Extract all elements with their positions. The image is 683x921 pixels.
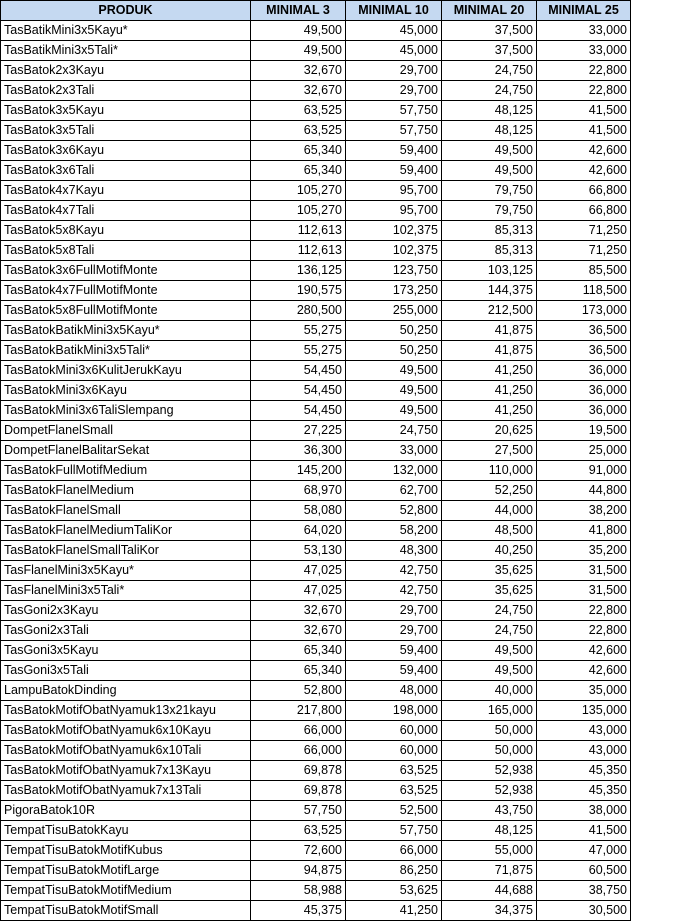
price-minimal-25-cell: 35,000	[537, 681, 631, 701]
price-minimal-3-cell: 63,525	[251, 101, 346, 121]
price-minimal-3-cell: 32,670	[251, 81, 346, 101]
table-body	[1, 21, 631, 921]
price-minimal-20-cell: 41,875	[442, 321, 537, 341]
table-row	[1, 401, 631, 421]
price-minimal-20-cell: 40,000	[442, 681, 537, 701]
product-name-cell: TasBatok3x5Kayu	[1, 101, 251, 121]
price-minimal-3-cell: 65,340	[251, 641, 346, 661]
price-minimal-10-cell: 60,000	[346, 741, 442, 761]
price-minimal-3-cell: 69,878	[251, 761, 346, 781]
product-name-cell: TasBatokMini3x6Kayu	[1, 381, 251, 401]
price-minimal-20-cell: 24,750	[442, 621, 537, 641]
table-row	[1, 501, 631, 521]
price-minimal-10-cell: 255,000	[346, 301, 442, 321]
price-minimal-10-cell: 57,750	[346, 101, 442, 121]
price-minimal-3-cell: 45,375	[251, 901, 346, 921]
price-minimal-20-cell: 24,750	[442, 61, 537, 81]
table-row	[1, 701, 631, 721]
header-row	[1, 1, 631, 21]
price-minimal-25-cell: 118,500	[537, 281, 631, 301]
price-minimal-20-cell: 34,375	[442, 901, 537, 921]
table-row	[1, 821, 631, 841]
price-minimal-3-cell: 32,670	[251, 601, 346, 621]
table-row	[1, 141, 631, 161]
product-name-cell: TasBatok5x8Tali	[1, 241, 251, 261]
price-minimal-10-cell: 48,000	[346, 681, 442, 701]
product-name-cell: TasBatokMotifObatNyamuk13x21kayu	[1, 701, 251, 721]
price-minimal-3-cell: 55,275	[251, 321, 346, 341]
price-minimal-25-cell: 36,000	[537, 381, 631, 401]
product-name-cell: TasBatok2x3Tali	[1, 81, 251, 101]
price-minimal-20-cell: 48,125	[442, 821, 537, 841]
price-minimal-3-cell: 68,970	[251, 481, 346, 501]
price-minimal-10-cell: 173,250	[346, 281, 442, 301]
price-minimal-10-cell: 50,250	[346, 321, 442, 341]
table-row	[1, 121, 631, 141]
price-minimal-10-cell: 42,750	[346, 581, 442, 601]
price-minimal-10-cell: 45,000	[346, 41, 442, 61]
price-minimal-25-cell: 66,800	[537, 181, 631, 201]
price-minimal-10-cell: 63,525	[346, 781, 442, 801]
product-name-cell: TasFlanelMini3x5Tali*	[1, 581, 251, 601]
table-row	[1, 61, 631, 81]
price-minimal-3-cell: 58,080	[251, 501, 346, 521]
table-row	[1, 421, 631, 441]
price-minimal-3-cell: 217,800	[251, 701, 346, 721]
price-minimal-25-cell: 44,800	[537, 481, 631, 501]
price-minimal-3-cell: 52,800	[251, 681, 346, 701]
price-minimal-20-cell: 37,500	[442, 41, 537, 61]
table-row	[1, 181, 631, 201]
price-minimal-3-cell: 49,500	[251, 21, 346, 41]
price-minimal-20-cell: 20,625	[442, 421, 537, 441]
price-minimal-3-cell: 105,270	[251, 181, 346, 201]
price-minimal-20-cell: 103,125	[442, 261, 537, 281]
price-minimal-20-cell: 85,313	[442, 221, 537, 241]
price-minimal-10-cell: 29,700	[346, 621, 442, 641]
price-minimal-3-cell: 32,670	[251, 621, 346, 641]
price-minimal-20-cell: 44,000	[442, 501, 537, 521]
product-name-cell: TasBatok4x7FullMotifMonte	[1, 281, 251, 301]
table-row	[1, 781, 631, 801]
price-minimal-10-cell: 24,750	[346, 421, 442, 441]
price-minimal-20-cell: 49,500	[442, 641, 537, 661]
price-minimal-20-cell: 49,500	[442, 141, 537, 161]
price-minimal-10-cell: 198,000	[346, 701, 442, 721]
price-minimal-3-cell: 36,300	[251, 441, 346, 461]
price-minimal-10-cell: 95,700	[346, 181, 442, 201]
header-minimal-3: MINIMAL 3	[251, 1, 346, 21]
price-minimal-20-cell: 35,625	[442, 561, 537, 581]
table-row	[1, 621, 631, 641]
price-minimal-25-cell: 41,800	[537, 521, 631, 541]
price-minimal-25-cell: 71,250	[537, 221, 631, 241]
product-name-cell: TasBatikMini3x5Kayu*	[1, 21, 251, 41]
price-minimal-10-cell: 49,500	[346, 361, 442, 381]
price-minimal-3-cell: 57,750	[251, 801, 346, 821]
table-row	[1, 901, 631, 921]
price-minimal-3-cell: 47,025	[251, 561, 346, 581]
product-name-cell: TasFlanelMini3x5Kayu*	[1, 561, 251, 581]
product-name-cell: TasBatokMotifObatNyamuk6x10Tali	[1, 741, 251, 761]
price-minimal-3-cell: 65,340	[251, 661, 346, 681]
price-minimal-25-cell: 36,500	[537, 341, 631, 361]
price-minimal-3-cell: 145,200	[251, 461, 346, 481]
price-minimal-25-cell: 43,000	[537, 741, 631, 761]
price-minimal-20-cell: 48,500	[442, 521, 537, 541]
product-name-cell: TasBatokBatikMini3x5Kayu*	[1, 321, 251, 341]
price-minimal-25-cell: 135,000	[537, 701, 631, 721]
price-minimal-20-cell: 48,125	[442, 101, 537, 121]
table-row	[1, 41, 631, 61]
price-minimal-20-cell: 49,500	[442, 161, 537, 181]
price-minimal-10-cell: 102,375	[346, 241, 442, 261]
price-minimal-3-cell: 136,125	[251, 261, 346, 281]
table-row	[1, 321, 631, 341]
price-minimal-10-cell: 59,400	[346, 661, 442, 681]
price-minimal-10-cell: 50,250	[346, 341, 442, 361]
product-name-cell: TasBatokMini3x6KulitJerukKayu	[1, 361, 251, 381]
header-minimal-25: MINIMAL 25	[537, 1, 631, 21]
product-name-cell: TempatTisuBatokMotifMedium	[1, 881, 251, 901]
table-row	[1, 721, 631, 741]
price-minimal-3-cell: 112,613	[251, 241, 346, 261]
price-minimal-3-cell: 32,670	[251, 61, 346, 81]
price-minimal-20-cell: 24,750	[442, 81, 537, 101]
product-name-cell: LampuBatokDinding	[1, 681, 251, 701]
price-minimal-3-cell: 53,130	[251, 541, 346, 561]
table-row	[1, 281, 631, 301]
header-minimal-20: MINIMAL 20	[442, 1, 537, 21]
price-minimal-20-cell: 50,000	[442, 741, 537, 761]
product-name-cell: TasGoni3x5Tali	[1, 661, 251, 681]
price-minimal-3-cell: 72,600	[251, 841, 346, 861]
price-minimal-10-cell: 52,500	[346, 801, 442, 821]
price-minimal-10-cell: 57,750	[346, 821, 442, 841]
header-produk: PRODUK	[1, 1, 251, 21]
price-minimal-3-cell: 63,525	[251, 821, 346, 841]
price-minimal-25-cell: 47,000	[537, 841, 631, 861]
price-minimal-3-cell: 49,500	[251, 41, 346, 61]
table-row	[1, 241, 631, 261]
price-minimal-25-cell: 41,500	[537, 121, 631, 141]
price-minimal-25-cell: 22,800	[537, 81, 631, 101]
table-row	[1, 541, 631, 561]
product-name-cell: TasBatok4x7Kayu	[1, 181, 251, 201]
price-minimal-25-cell: 60,500	[537, 861, 631, 881]
price-minimal-10-cell: 58,200	[346, 521, 442, 541]
price-minimal-20-cell: 85,313	[442, 241, 537, 261]
price-minimal-10-cell: 123,750	[346, 261, 442, 281]
product-name-cell: TasBatok3x6Kayu	[1, 141, 251, 161]
price-minimal-20-cell: 27,500	[442, 441, 537, 461]
table-row	[1, 221, 631, 241]
price-minimal-10-cell: 57,750	[346, 121, 442, 141]
price-minimal-10-cell: 29,700	[346, 81, 442, 101]
price-minimal-25-cell: 85,500	[537, 261, 631, 281]
price-minimal-25-cell: 35,200	[537, 541, 631, 561]
product-name-cell: TasBatokFlanelMedium	[1, 481, 251, 501]
table-row	[1, 521, 631, 541]
price-minimal-10-cell: 33,000	[346, 441, 442, 461]
price-minimal-10-cell: 59,400	[346, 641, 442, 661]
table-row	[1, 741, 631, 761]
price-minimal-20-cell: 40,250	[442, 541, 537, 561]
price-minimal-3-cell: 27,225	[251, 421, 346, 441]
price-minimal-20-cell: 41,250	[442, 401, 537, 421]
table-row	[1, 21, 631, 41]
price-minimal-25-cell: 41,500	[537, 101, 631, 121]
price-minimal-25-cell: 41,500	[537, 821, 631, 841]
product-name-cell: TasBatok3x6Tali	[1, 161, 251, 181]
product-name-cell: TasBatokMotifObatNyamuk6x10Kayu	[1, 721, 251, 741]
price-minimal-20-cell: 41,250	[442, 361, 537, 381]
product-name-cell: TempatTisuBatokMotifKubus	[1, 841, 251, 861]
price-minimal-10-cell: 41,250	[346, 901, 442, 921]
table-row	[1, 861, 631, 881]
price-minimal-3-cell: 64,020	[251, 521, 346, 541]
product-name-cell: TempatTisuBatokMotifSmall	[1, 901, 251, 921]
price-minimal-10-cell: 102,375	[346, 221, 442, 241]
product-name-cell: TasBatok5x8Kayu	[1, 221, 251, 241]
price-minimal-3-cell: 65,340	[251, 141, 346, 161]
price-minimal-10-cell: 45,000	[346, 21, 442, 41]
price-minimal-25-cell: 22,800	[537, 621, 631, 641]
product-name-cell: TasBatok5x8FullMotifMonte	[1, 301, 251, 321]
price-minimal-25-cell: 36,500	[537, 321, 631, 341]
price-minimal-20-cell: 52,938	[442, 781, 537, 801]
product-name-cell: TasBatok3x5Tali	[1, 121, 251, 141]
price-minimal-3-cell: 65,340	[251, 161, 346, 181]
price-minimal-25-cell: 45,350	[537, 781, 631, 801]
price-minimal-3-cell: 54,450	[251, 381, 346, 401]
price-minimal-20-cell: 24,750	[442, 601, 537, 621]
price-minimal-3-cell: 55,275	[251, 341, 346, 361]
product-name-cell: TasBatokFlanelSmallTaliKor	[1, 541, 251, 561]
table-row	[1, 601, 631, 621]
price-minimal-20-cell: 44,688	[442, 881, 537, 901]
price-minimal-3-cell: 58,988	[251, 881, 346, 901]
table-row	[1, 301, 631, 321]
price-minimal-10-cell: 29,700	[346, 601, 442, 621]
price-minimal-10-cell: 59,400	[346, 161, 442, 181]
price-minimal-3-cell: 66,000	[251, 741, 346, 761]
price-minimal-25-cell: 30,500	[537, 901, 631, 921]
price-minimal-10-cell: 86,250	[346, 861, 442, 881]
price-minimal-20-cell: 165,000	[442, 701, 537, 721]
price-minimal-25-cell: 66,800	[537, 201, 631, 221]
price-minimal-25-cell: 38,750	[537, 881, 631, 901]
price-minimal-25-cell: 42,600	[537, 161, 631, 181]
product-name-cell: TasBatok2x3Kayu	[1, 61, 251, 81]
table-row	[1, 661, 631, 681]
price-minimal-20-cell: 37,500	[442, 21, 537, 41]
price-minimal-20-cell: 49,500	[442, 661, 537, 681]
price-minimal-25-cell: 91,000	[537, 461, 631, 481]
price-minimal-25-cell: 173,000	[537, 301, 631, 321]
product-name-cell: TasBatokMotifObatNyamuk7x13Tali	[1, 781, 251, 801]
price-minimal-25-cell: 38,000	[537, 801, 631, 821]
product-name-cell: DompetFlanelSmall	[1, 421, 251, 441]
price-minimal-10-cell: 49,500	[346, 381, 442, 401]
price-minimal-25-cell: 42,600	[537, 141, 631, 161]
price-minimal-20-cell: 41,250	[442, 381, 537, 401]
price-minimal-25-cell: 31,500	[537, 561, 631, 581]
price-minimal-10-cell: 95,700	[346, 201, 442, 221]
product-name-cell: TasGoni3x5Kayu	[1, 641, 251, 661]
price-minimal-10-cell: 63,525	[346, 761, 442, 781]
product-name-cell: TasBatok3x6FullMotifMonte	[1, 261, 251, 281]
price-minimal-20-cell: 52,938	[442, 761, 537, 781]
product-name-cell: TasBatokMotifObatNyamuk7x13Kayu	[1, 761, 251, 781]
price-minimal-20-cell: 79,750	[442, 181, 537, 201]
product-name-cell: TempatTisuBatokMotifLarge	[1, 861, 251, 881]
price-minimal-10-cell: 52,800	[346, 501, 442, 521]
table-row	[1, 801, 631, 821]
table-row	[1, 641, 631, 661]
price-minimal-20-cell: 52,250	[442, 481, 537, 501]
price-minimal-25-cell: 22,800	[537, 61, 631, 81]
price-minimal-25-cell: 19,500	[537, 421, 631, 441]
price-minimal-10-cell: 53,625	[346, 881, 442, 901]
product-name-cell: PigoraBatok10R	[1, 801, 251, 821]
price-minimal-25-cell: 31,500	[537, 581, 631, 601]
product-name-cell: TasBatokBatikMini3x5Tali*	[1, 341, 251, 361]
table-row	[1, 481, 631, 501]
price-minimal-25-cell: 42,600	[537, 661, 631, 681]
price-minimal-20-cell: 71,875	[442, 861, 537, 881]
price-minimal-3-cell: 190,575	[251, 281, 346, 301]
product-name-cell: TempatTisuBatokKayu	[1, 821, 251, 841]
table-row	[1, 881, 631, 901]
price-minimal-25-cell: 22,800	[537, 601, 631, 621]
price-minimal-20-cell: 55,000	[442, 841, 537, 861]
product-name-cell: DompetFlanelBalitarSekat	[1, 441, 251, 461]
table-row	[1, 81, 631, 101]
price-minimal-25-cell: 33,000	[537, 41, 631, 61]
price-minimal-3-cell: 63,525	[251, 121, 346, 141]
price-minimal-25-cell: 25,000	[537, 441, 631, 461]
price-minimal-10-cell: 42,750	[346, 561, 442, 581]
price-minimal-25-cell: 43,000	[537, 721, 631, 741]
price-minimal-10-cell: 49,500	[346, 401, 442, 421]
table-row	[1, 201, 631, 221]
product-name-cell: TasGoni2x3Tali	[1, 621, 251, 641]
table-row	[1, 441, 631, 461]
price-minimal-10-cell: 66,000	[346, 841, 442, 861]
price-minimal-3-cell: 94,875	[251, 861, 346, 881]
table-row	[1, 341, 631, 361]
price-minimal-3-cell: 280,500	[251, 301, 346, 321]
product-name-cell: TasBatokMini3x6TaliSlempang	[1, 401, 251, 421]
price-minimal-3-cell: 54,450	[251, 361, 346, 381]
price-minimal-10-cell: 132,000	[346, 461, 442, 481]
price-minimal-25-cell: 33,000	[537, 21, 631, 41]
table-row	[1, 101, 631, 121]
price-minimal-20-cell: 144,375	[442, 281, 537, 301]
price-minimal-3-cell: 105,270	[251, 201, 346, 221]
price-minimal-20-cell: 35,625	[442, 581, 537, 601]
price-minimal-3-cell: 66,000	[251, 721, 346, 741]
product-name-cell: TasBatokFlanelMediumTaliKor	[1, 521, 251, 541]
price-minimal-25-cell: 45,350	[537, 761, 631, 781]
price-minimal-20-cell: 41,875	[442, 341, 537, 361]
price-minimal-3-cell: 47,025	[251, 581, 346, 601]
price-minimal-20-cell: 50,000	[442, 721, 537, 741]
price-minimal-10-cell: 62,700	[346, 481, 442, 501]
price-minimal-20-cell: 212,500	[442, 301, 537, 321]
table-row	[1, 261, 631, 281]
product-name-cell: TasBatok4x7Tali	[1, 201, 251, 221]
price-minimal-20-cell: 48,125	[442, 121, 537, 141]
price-minimal-10-cell: 48,300	[346, 541, 442, 561]
table-row	[1, 561, 631, 581]
table-row	[1, 461, 631, 481]
product-name-cell: TasBatokFlanelSmall	[1, 501, 251, 521]
price-minimal-10-cell: 60,000	[346, 721, 442, 741]
price-minimal-20-cell: 43,750	[442, 801, 537, 821]
header-minimal-10: MINIMAL 10	[346, 1, 442, 21]
table-row	[1, 381, 631, 401]
price-minimal-3-cell: 54,450	[251, 401, 346, 421]
price-minimal-10-cell: 29,700	[346, 61, 442, 81]
table-row	[1, 681, 631, 701]
table-row	[1, 581, 631, 601]
price-minimal-3-cell: 69,878	[251, 781, 346, 801]
price-minimal-25-cell: 42,600	[537, 641, 631, 661]
price-minimal-20-cell: 79,750	[442, 201, 537, 221]
price-minimal-10-cell: 59,400	[346, 141, 442, 161]
price-minimal-25-cell: 36,000	[537, 361, 631, 381]
price-minimal-25-cell: 38,200	[537, 501, 631, 521]
table-row	[1, 761, 631, 781]
price-minimal-20-cell: 110,000	[442, 461, 537, 481]
price-minimal-25-cell: 36,000	[537, 401, 631, 421]
price-minimal-3-cell: 112,613	[251, 221, 346, 241]
table-row	[1, 841, 631, 861]
product-name-cell: TasBatokFullMotifMedium	[1, 461, 251, 481]
table-row	[1, 161, 631, 181]
table-row	[1, 361, 631, 381]
product-name-cell: TasGoni2x3Kayu	[1, 601, 251, 621]
product-name-cell: TasBatikMini3x5Tali*	[1, 41, 251, 61]
price-minimal-25-cell: 71,250	[537, 241, 631, 261]
